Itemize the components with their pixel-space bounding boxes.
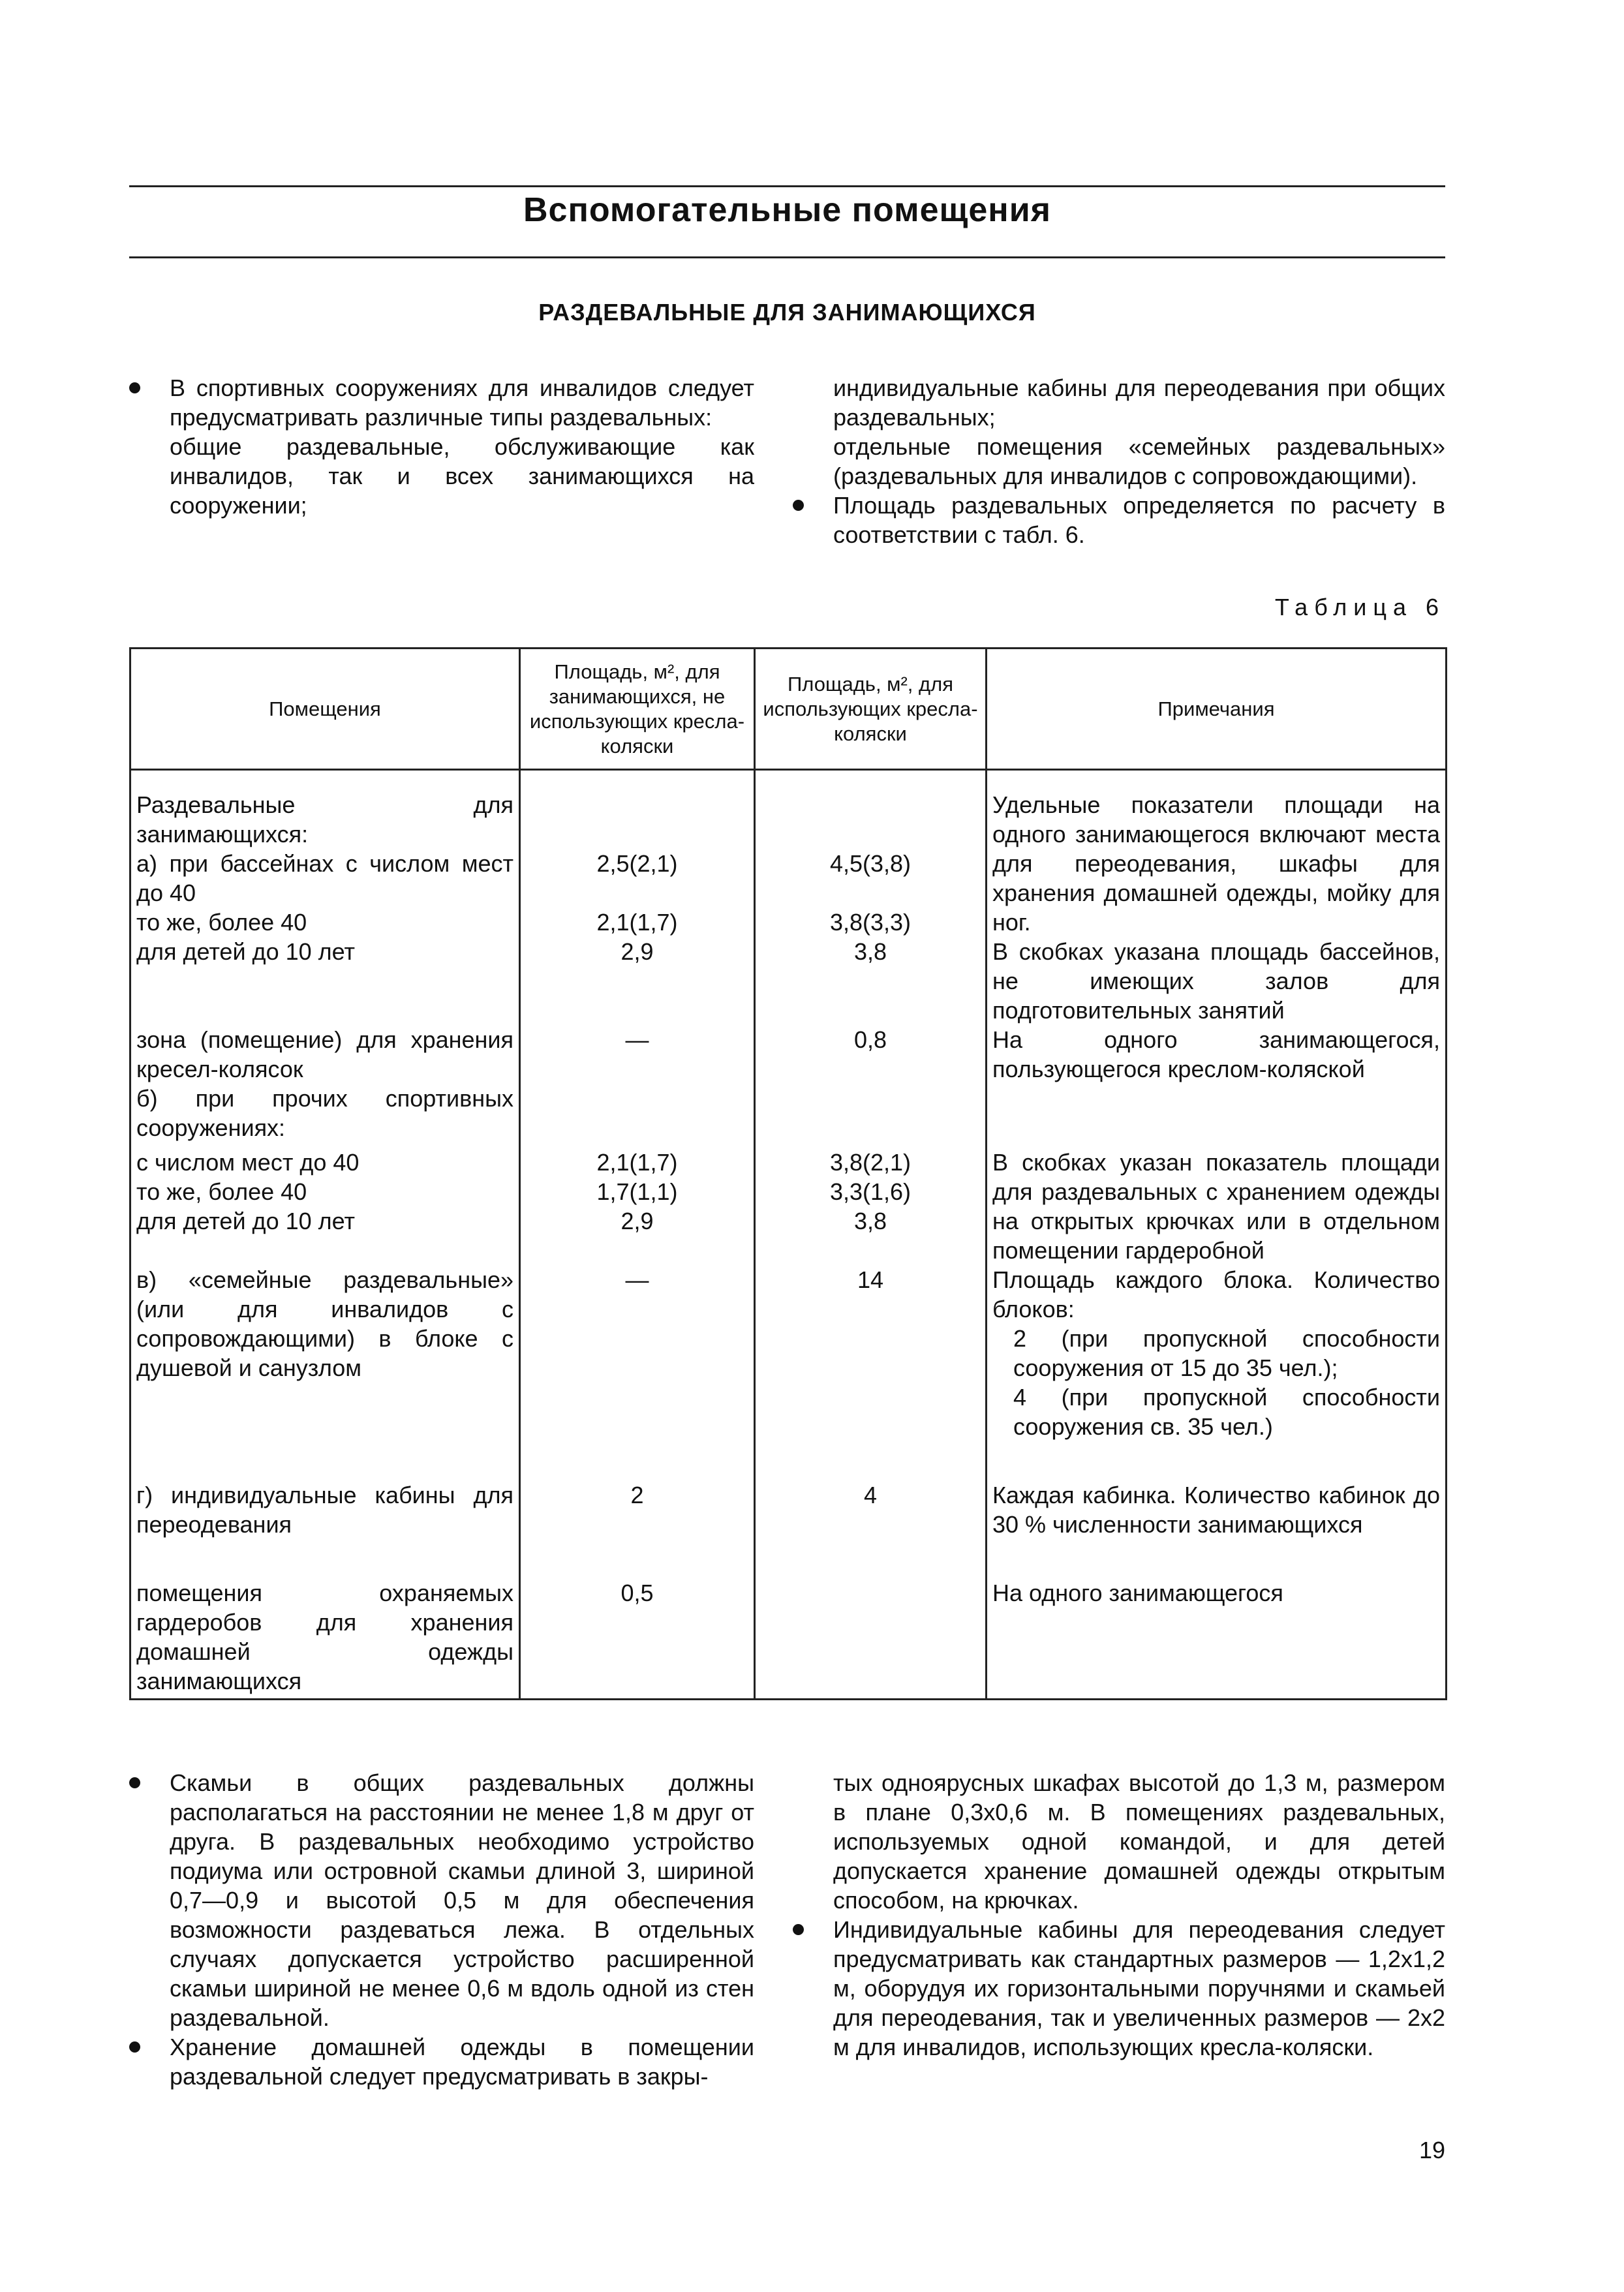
area-value (761, 790, 980, 849)
table-header-row (130, 649, 1447, 770)
room-line: с числом мест до 40 (136, 1149, 360, 1176)
section-heading: РАЗДЕВАЛЬНЫЕ ДЛЯ ЗАНИМАЮЩИХСЯ (538, 299, 1036, 326)
note-cell (987, 770, 1447, 1026)
bullet-icon (129, 2041, 140, 2053)
intro-paragraph: индивидуальные кабины для переодевания при общих раздевальных; (833, 374, 1445, 431)
intro-paragraph: В спортивных сооружениях для инвалидов следует предусматривать различные типы раздевальных: (170, 374, 754, 431)
area-cell (520, 1578, 755, 1700)
area-cell (755, 770, 987, 1026)
area-cell (755, 1480, 987, 1578)
intro-left-column (129, 373, 754, 520)
area-value: 2,9 (620, 1208, 654, 1234)
bullet-icon (129, 1777, 140, 1788)
intro-bullet (129, 373, 754, 432)
room-line: г) индивидуальные кабины для переодевания (136, 1482, 513, 1538)
room-line: а) при бассейнах с числом мест до 40 (136, 850, 513, 906)
area-value: 0,5 (620, 1580, 654, 1606)
intro-paragraph: отдельные помещения «семейных раздевальных» (раздевальных для инвалидов с сопровождающими). (833, 433, 1445, 489)
note-line: 4 (при пропускной способности сооружения св. 35 чел.) (1013, 1384, 1440, 1440)
note-cell (987, 1148, 1447, 1265)
area-value: 3,8 (853, 1208, 887, 1234)
intro-paragraph: общие раздевальные, обслуживающие как инвалидов, так и всех занимающихся на сооружении; (170, 433, 754, 519)
area-value: 14 (857, 1266, 884, 1293)
room-cell (130, 1265, 520, 1480)
area-value: 2 (630, 1482, 644, 1508)
note-line: В скобках указан показатель площади для раздевальных с хранением одежды на открытых крючках или в отдельном помещении гардеробной (992, 1149, 1440, 1264)
room-cell (130, 1480, 520, 1578)
room-line: Раздевальные для занимающихся: (136, 791, 513, 848)
area-cell (520, 1480, 755, 1578)
note-cell (987, 1578, 1447, 1700)
bullet-icon (793, 500, 804, 511)
area-value: — (625, 1026, 649, 1053)
room-cell (130, 1578, 520, 1700)
area-value: 0,8 (853, 1026, 887, 1053)
page-number: 19 (1418, 2137, 1445, 2163)
note-line: Удельные показатели площади на одного занимающегося включают места для переодевания, шкафы для хранения домашней одежды, мойку для ног. (992, 791, 1440, 936)
note-line: В скобках указана площадь бассейнов, не имеющих залов для подготовительных занятий (992, 938, 1440, 1024)
area-value: 2,1(1,7) (596, 1149, 678, 1176)
header-notes: Примечания (987, 649, 1447, 770)
bottom-right-column (793, 1768, 1445, 2062)
bottom-bullet (129, 1768, 754, 2032)
area-value: 2,1(1,7) (596, 909, 678, 936)
page-title: Вспомогательные помещения (523, 191, 1052, 229)
note-cell (987, 1480, 1447, 1578)
note-line: На одного занимающегося (992, 1580, 1283, 1606)
header-area-non-wheelchair: Площадь, м², для занимающихся, не использующих кресла-коляски (520, 649, 755, 770)
room-cell (130, 1148, 520, 1265)
header-area-wheelchair: Площадь, м², для использующих кресла-коляски (755, 649, 987, 770)
note-line: Каждая кабинка. Количество кабинок до 30 % численности занимающихся (992, 1482, 1440, 1538)
bottom-left-column (129, 1768, 754, 2091)
rooms-area-table (129, 647, 1447, 1700)
area-cell (755, 1578, 987, 1700)
table-row (130, 770, 1447, 1026)
room-cell (130, 1025, 520, 1148)
area-value: 3,8 (853, 938, 887, 965)
table-row (130, 1025, 1447, 1148)
room-line: для детей до 10 лет (136, 1208, 355, 1234)
table-row (130, 1578, 1447, 1700)
bullet-icon (129, 382, 140, 393)
intro-paragraph: Площадь раздевальных определяется по расчету в соответствии с табл. 6. (833, 492, 1445, 548)
bottom-paragraph: Хранение домашней одежды в помещении раздевальной следует предусматривать в закры- (170, 2034, 754, 2090)
note-line: На одного занимающегося, пользующегося креслом-коляской (992, 1026, 1440, 1082)
bottom-paragraph: Индивидуальные кабины для переодевания следует предусматривать как стандартных размеров — 1,2х1,2 м, оборудуя их горизонтальными поручнями и скамьей для переодевания, так и увеличенных размеров — 2х2 м для инвалидов, использующих кресла-коляски. (833, 1916, 1445, 2060)
note-cell (987, 1265, 1447, 1480)
note-line: 2 (при пропускной способности сооружения от 15 до 35 чел.); (1013, 1325, 1440, 1381)
area-cell (520, 1265, 755, 1480)
area-value: 3,8(3,3) (829, 909, 912, 936)
area-cell (520, 770, 755, 1026)
area-value: 4 (863, 1482, 878, 1508)
area-value: 1,7(1,1) (596, 1178, 678, 1205)
room-line: в) «семейные раздевальные» (или для инвалидов с сопровождающими) в блоке с душевой и санузлом (136, 1266, 513, 1381)
table-row (130, 1148, 1447, 1265)
area-value: 3,3(1,6) (829, 1178, 912, 1205)
bottom-paragraph: Скамьи в общих раздевальных должны располагаться на расстоянии не менее 1,8 м друг от друга. В раздевальных необходимо устройство подиума или островной скамьи длиной 3, шириной 0,7—0,9 и высотой 0,5 м для обеспечения возможности раздеваться лежа. В отдельных случаях допускается устройство расширенной скамьи шириной не менее 0,6 м вдоль одной из стен раздевальной. (170, 1769, 754, 2031)
table-row (130, 1265, 1447, 1480)
area-cell (755, 1025, 987, 1148)
room-line: то же, более 40 (136, 1178, 307, 1205)
intro-right-column (793, 373, 1445, 549)
bottom-paragraph: тых одноярусных шкафах высотой до 1,3 м, размером в плане 0,3х0,6 м. В помещениях раздевальных, используемых одной командой, и для детей допускается хранение домашней одежды открытым способом, на крючках. (833, 1769, 1445, 1914)
title-rule (129, 256, 1445, 258)
note-cell (987, 1025, 1447, 1148)
area-cell (520, 1025, 755, 1148)
room-line: для детей до 10 лет (136, 938, 355, 965)
area-value: — (625, 1266, 649, 1293)
room-cell (130, 770, 520, 1026)
intro-bullet (793, 491, 1445, 549)
room-line: б) при прочих спортивных сооружениях: (136, 1085, 513, 1141)
room-line: помещения охраняемых гардеробов для хранения домашней одежды занимающихся (136, 1580, 513, 1694)
bullet-icon (793, 1924, 804, 1935)
area-value: 4,5(3,8) (829, 850, 912, 877)
room-line: зона (помещение) для хранения кресел-колясок (136, 1026, 513, 1082)
area-value (526, 790, 748, 849)
area-value: 2,9 (620, 938, 654, 965)
note-line: Площадь каждого блока. Количество блоков: (992, 1266, 1440, 1322)
area-cell (755, 1265, 987, 1480)
room-line: то же, более 40 (136, 909, 307, 936)
bottom-bullet (129, 2032, 754, 2091)
area-cell (755, 1148, 987, 1265)
table-caption: Таблица 6 (1274, 594, 1445, 620)
area-value: 2,5(2,1) (596, 850, 678, 877)
area-value: 3,8(2,1) (829, 1149, 912, 1176)
header-rooms: Помещения (130, 649, 520, 770)
area-cell (520, 1148, 755, 1265)
bottom-bullet (793, 1915, 1445, 2062)
top-rule (129, 185, 1445, 187)
table-row (130, 1480, 1447, 1578)
